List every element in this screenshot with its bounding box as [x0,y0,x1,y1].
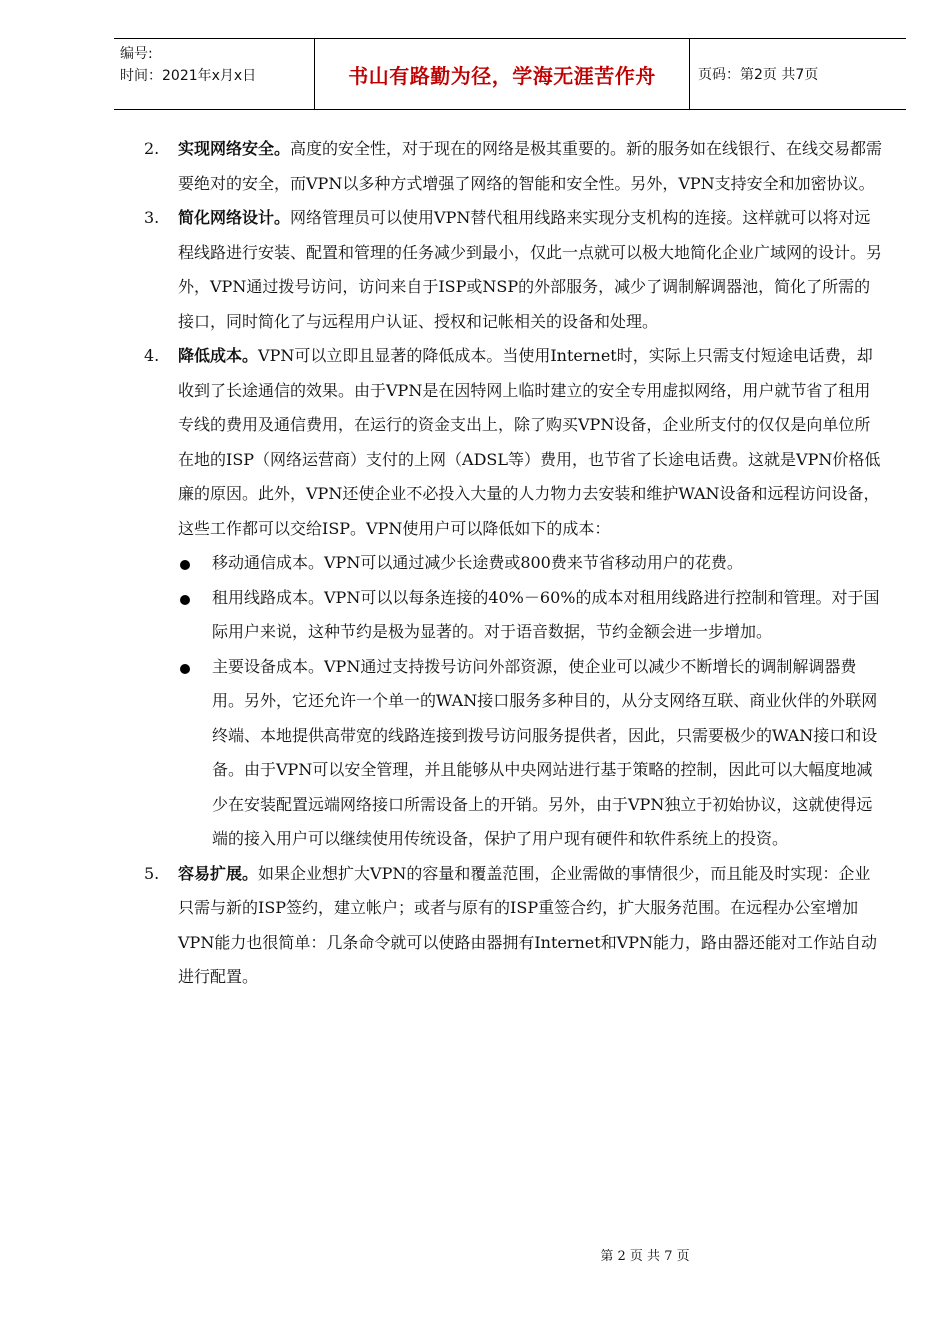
time-label: 时间：2021年x月x日 [120,68,257,84]
item-number: 2. [144,139,160,158]
list-item [144,857,884,995]
list-item [144,201,884,339]
serial-label: 编号: [120,46,153,62]
document-body [144,132,884,995]
item-number: 5. [144,863,160,883]
bullet-item [144,581,884,650]
bullet-text: 主要设备成本。VPN通过支持拨号访问外部资源，使企业可以减少不断增长的调制解调器费用。另外，它还允许一个单一的WAN接口服务多种目的，从分支网络互联、商业伙伴的外联网终端、本地提供高带宽的线路连接到拨号访问服务提供者，因此，只需要极少的WAN接口和设备。由于VPN可以安全管理，并且能够从中央网站进行基于策略的控制，因此可以大幅度地减少在安装配置远端网络接口所需设备上的开销。另外，由于VPN独立于初始协议，这就使得远端的接入用户可以继续使用传统设备，保护了用户现有硬件和软件系统上的投资。 [212,656,878,848]
header-motto: 书山有路勤为径，学海无涯苦作舟 [315,39,690,109]
bullet-item [144,650,884,857]
item-text: 高度的安全性，对于现在的网络是极其重要的。新的服务如在线银行、在线交易都需要绝对的安全，而VPN以多种方式增强了网络的智能和安全性。另外，VPN支持安全和加密协议。 [178,139,883,193]
bullet-dot-icon [180,560,190,570]
bullet-dot-icon [180,595,190,605]
item-title: 降低成本。 [178,346,259,365]
bullet-item [144,546,884,581]
header-page-label: 页码：第2页 共7页 [698,67,819,83]
item-number: 4. [144,346,160,365]
list-item [144,339,884,546]
bullet-text: 租用线路成本。VPN可以以每条连接的40%－60%的成本对租用线路进行控制和管理。对于国际用户来说，这种节约是极为显著的。对于语音数据，节约金额会进一步增加。 [212,587,880,641]
item-number: 3. [144,208,160,227]
bullet-text: 移动通信成本。VPN可以通过减少长途费或800费来节省移动用户的花费。 [212,553,743,572]
list-item [144,132,884,201]
item-text: VPN可以立即且显著的降低成本。当使用Internet时，实际上只需支付短途电话费，却收到了长途通信的效果。由于VPN是在因特网上临时建立的安全专用虚拟网络，用户就节省了租用专线的费用及通信费用，在运行的资金支出上，除了购买VPN设备，企业所支付的仅仅是向单位所在地的ISP（网络运营商）支付的上网（ADSL等）费用，也节省了长途电话费。这就是VPN价格低廉的原因。此外，VPN还使企业不必投入大量的人力物力去安装和维护WAN设备和远程访问设备，这些工作都可以交给ISP。VPN使用户可以降低如下的成本： [178,346,881,538]
item-text: 网络管理员可以使用VPN替代租用线路来实现分支机构的连接。这样就可以将对远程线路进行安装、配置和管理的任务减少到最小，仅此一点就可以极大地简化企业广域网的设计。另外，VPN通过拨号访问，访问来自于ISP或NSP的外部服务，减少了调制解调器池，简化了所需的接口，同时简化了与远程用户认证、授权和记帐相关的设备和处理。 [178,208,883,331]
header-meta [114,39,315,109]
bullet-dot-icon [180,664,190,674]
page-footer: 第 2 页 共 7 页 [600,1249,690,1264]
item-title: 简化网络设计。 [178,208,291,227]
page-header [114,38,906,110]
item-title: 实现网络安全。 [178,139,291,158]
item-title: 容易扩展。 [178,863,259,883]
item-text: 如果企业想扩大VPN的容量和覆盖范围，企业需做的事情很少，而且能及时实现：企业只需与新的ISP签约，建立帐户；或者与原有的ISP重签合约，扩大服务范围。在远程办公室增加VPN能力也很简单：几条命令就可以使路由器拥有Internet和VPN能力，路由器还能对工作站自动进行配置。 [178,863,878,986]
